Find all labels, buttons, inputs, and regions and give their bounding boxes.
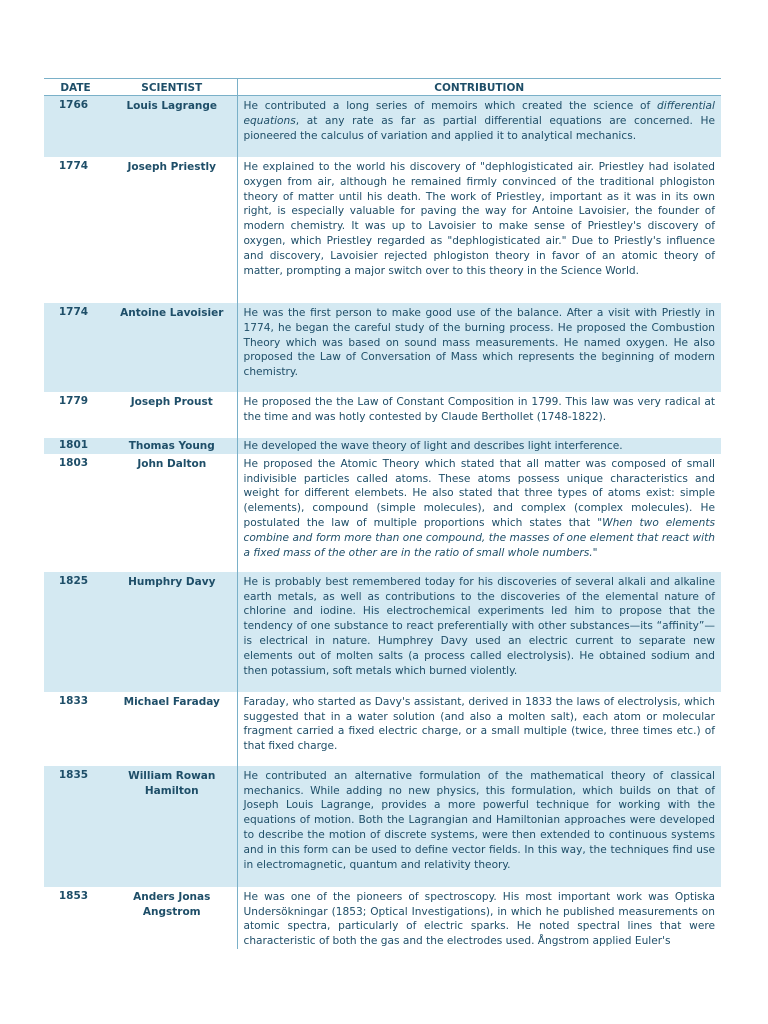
- table-row: [44, 887, 721, 949]
- row-scientist: Anders Jonas Angstrom: [133, 890, 211, 918]
- header-contribution: CONTRIBUTION: [237, 79, 721, 96]
- text-run: He contributed an alternative formulation of the mathematical theory of classical mechanics. While adding no new physics, this formulation, which builds on that of Joseph Louis Lagrange, provides a more powerful technique for working with the equations of motion. Both the Lagrangian and Hamiltonian approaches were developed to describe the motion of discrete systems, were then extended to continuous systems and in this form can be used to define vector fields. In this way, the techniques find use in electromagnetic, quantum and relativity theory.: [243, 769, 715, 871]
- row-contribution: [237, 157, 721, 303]
- table-header-row: [44, 79, 721, 96]
- italic-text: differential equations: [243, 100, 715, 127]
- row-date: 1774: [44, 303, 107, 392]
- row-scientist: Thomas Young: [107, 438, 237, 454]
- row-date: 1803: [58, 456, 89, 469]
- row-date: 1766: [44, 96, 107, 158]
- text-run: He is probably best remembered today for his discoveries of several alkali and alkaline earth metals, as well as contributions to the discoveries of the elemental nature of chlorine and iodine. His electrochemical experiments led him to propose that the tendency of one substance to react preferentially with other substances—its “affinity”—is electrical in nature. Humphrey Davy used an electric current to separate new elements out of molten salts (a process called electrolysis). He obtained sodium and then potassium, soft metals which burned violently.: [243, 575, 715, 677]
- text-run: , at any rate as far as partial differential equations are concerned. He pioneered the calculus of variation and applied it to analytical mechanics.: [243, 114, 715, 142]
- row-date: 1833: [58, 694, 89, 707]
- row-date: 1853: [58, 889, 89, 902]
- row-date: 1825: [44, 572, 107, 692]
- row-scientist: William Rowan Hamilton: [107, 766, 237, 887]
- row-date: 1779: [58, 395, 89, 407]
- table-row: [44, 96, 721, 158]
- row-scientist: Louis Lagrange: [107, 96, 237, 158]
- header-date: DATE: [44, 79, 107, 96]
- table-row: [44, 392, 721, 438]
- row-contribution: [237, 303, 721, 392]
- row-scientist: Humphry Davy: [107, 572, 237, 692]
- text-run: He was the first person to make good use of the balance. After a visit with Priestly in 1774, he began the careful study of the burning process. He proposed the Combustion Theory which was based on sound mass measurements. He named oxygen. He also proposed the Law of Conversation of Mass which represents the beginning of modern chemistry.: [243, 307, 715, 379]
- table-row: [44, 157, 721, 303]
- table-row: [44, 572, 721, 692]
- row-scientist: John Dalton: [137, 457, 207, 470]
- text-run: He developed the wave theory of light and describes light interference.: [243, 440, 623, 452]
- row-date: 1774: [58, 160, 89, 172]
- row-contribution: [237, 887, 721, 949]
- header-scientist: SCIENTIST: [107, 79, 237, 96]
- row-contribution: [237, 96, 721, 158]
- row-scientist: Joseph Priestly: [127, 161, 216, 173]
- row-scientist: Antoine Lavoisier: [107, 303, 237, 392]
- row-contribution: [237, 454, 721, 572]
- row-contribution: [237, 692, 721, 766]
- text-run: Faraday, who started as Davy's assistant, derived in 1833 the laws of electrolysis, which suggested that in a water solution (and also a molten salt), each atom or molecular fragment carried a fixed electric charge, or a small multiple (twice, three times etc.) of that fixed charge.: [243, 695, 715, 753]
- table-row: [44, 438, 721, 454]
- document-page: [44, 78, 722, 949]
- row-contribution: [237, 766, 721, 887]
- text-run: He explained to the world his discovery of "dephlogisticated air. Priestley had isolated oxygen from air, although he remained firmly convinced of the traditional phlogiston theory of matter until his death. The work of Priestley, important as it was in its own right, is especially valuable for paving the way for Antoine Lavoisier, the founder of modern chemistry. It was up to Lavoisier to make sense of Priestley's discovery of oxygen, which Priestley regarded as "dephlogisticated air." Due to Priestly's influence and discovery, Lavoisier rejected phlogiston theory in favor of an atomic theory of matter, prompting a major switch over to this theory in the Science World.: [243, 161, 715, 277]
- row-date: 1835: [44, 766, 107, 887]
- text-run: He proposed the the Law of Constant Composition in 1799. This law was very radical at the time and was hotly contested by Claude Berthollet (1748-1822).: [243, 396, 715, 423]
- table-row: [44, 766, 721, 887]
- row-contribution: [237, 392, 721, 438]
- row-scientist: Joseph Proust: [130, 396, 213, 408]
- text-run: He proposed the Atomic Theory which stated that all matter was composed of small indivisible particles called atoms. These atoms possess unique characteristics and weight for different elembets. He also stated that three types of atoms exist: simple (elements), compound (simple molecules), and complex (complex molecules). He postulated the law of multiple proportions which states that: [243, 457, 715, 529]
- row-date: 1801: [44, 438, 107, 454]
- italic-text: "When two elements combine and form more than one compound, the masses of one element that react with a fixed mass of the other are in the ratio of small whole numbers.": [243, 516, 715, 559]
- text-run: He was one of the pioneers of spectroscopy. His most important work was Optiska Undersökningar (1853; Optical Investigations), in which he published measurements on atomic spectra, particularly of electric sparks. He noted spectral lines that were characteristic of both the gas and the electrodes used. Ångstrom applied Euler's: [243, 890, 715, 948]
- row-contribution: [237, 572, 721, 692]
- scientist-contribution-table: [44, 78, 721, 949]
- row-scientist: Michael Faraday: [123, 695, 220, 708]
- table-row: [44, 303, 721, 392]
- table-row: [44, 454, 721, 572]
- row-contribution: [237, 438, 721, 454]
- text-run: He contributed a long series of memoirs which created the science of: [243, 100, 658, 112]
- table-row: [44, 692, 721, 766]
